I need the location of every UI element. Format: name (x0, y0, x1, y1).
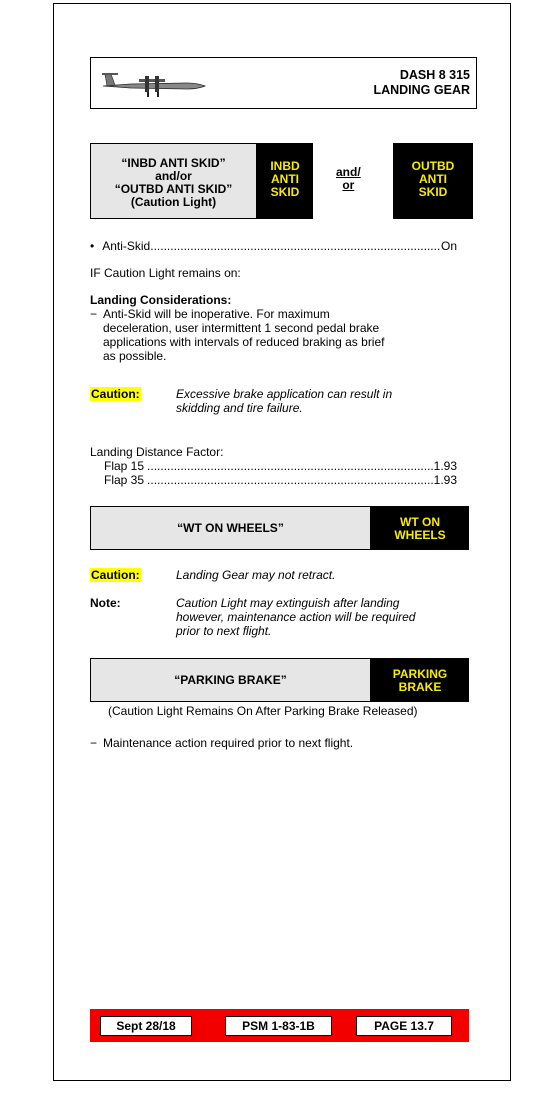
antiskid-action-line (90, 239, 457, 253)
parking-brake-message-box (90, 658, 371, 702)
page-header (90, 57, 477, 109)
text-line: Maintenance action required prior to next flight. (103, 736, 354, 750)
light-text: BRAKE (398, 680, 442, 694)
outbd-anti-skid-light (393, 143, 473, 219)
header-title (373, 68, 470, 98)
page-number: PAGE 13.7 (356, 1016, 452, 1036)
leader-dots (147, 459, 434, 473)
light-text: WT ON (400, 515, 440, 529)
light-text: ANTI (271, 172, 299, 186)
bullet: • (90, 239, 95, 253)
note-label: Note: (90, 596, 121, 610)
landing-distance-factor-heading: Landing Distance Factor: (90, 445, 224, 459)
antiskid-message-box (90, 143, 257, 219)
parking-brake-light (371, 658, 469, 702)
caution-label (90, 387, 141, 401)
text-line: Excessive brake application can result in (176, 387, 393, 401)
message-line: (Caution Light) (130, 195, 217, 209)
light-text: INBD (270, 159, 300, 173)
dash: − (90, 736, 98, 750)
message-line: “OUTBD ANTI SKID” (114, 182, 233, 196)
text-line: Caution Light may extinguish after landing (176, 596, 400, 610)
leader-dots (150, 239, 441, 253)
chapter-title: LANDING GEAR (373, 83, 470, 97)
flap-35-row (104, 473, 457, 487)
wt-on-wheels-light (371, 506, 469, 550)
action-label: Anti-Skid (102, 239, 151, 253)
wow-caution-label (90, 568, 141, 582)
dash: − (90, 307, 98, 321)
light-text: ANTI (419, 172, 447, 186)
manual-page (53, 3, 511, 1081)
note-text (176, 596, 415, 638)
text-line: however, maintenance action will be required (176, 610, 416, 624)
flap-15-row (104, 459, 457, 473)
aircraft-type: DASH 8 315 (399, 68, 470, 82)
flap-value: 1.93 (433, 473, 457, 487)
landing-considerations-heading: Landing Considerations: (90, 293, 232, 307)
leader-dots (147, 473, 434, 487)
light-text: SKID (270, 185, 300, 199)
message-line: “WT ON WHEELS” (177, 521, 284, 535)
action-value: On (440, 239, 457, 253)
document-number: PSM 1-83-1B (225, 1016, 332, 1036)
flap-value: 1.93 (433, 459, 457, 473)
light-text: WHEELS (394, 528, 446, 542)
parking-brake-subtext: (Caution Light Remains On After Parking Brake Released) (108, 704, 418, 718)
wow-caution-text: Landing Gear may not retract. (176, 568, 336, 582)
page-footer (90, 1009, 469, 1042)
connector-line: or (342, 178, 355, 192)
revision-date: Sept 28/18 (100, 1016, 192, 1036)
parking-brake-action (90, 736, 353, 750)
caution-text (176, 387, 392, 415)
message-line: and/or (155, 169, 192, 183)
connector-line: and/ (336, 165, 361, 179)
if-caution-text: IF Caution Light remains on: (90, 266, 241, 280)
message-line: “PARKING BRAKE” (174, 673, 287, 687)
text-line: applications with intervals of reduced braking as brief (103, 335, 385, 349)
and-or-connector (336, 166, 361, 192)
text-line: Anti-Skid will be inoperative. For maximum (103, 307, 330, 321)
caution-highlight: Caution: (91, 387, 140, 401)
text-line: skidding and tire failure. (176, 401, 303, 415)
flap-label: Flap 15 (104, 459, 145, 473)
wow-message-box (90, 506, 371, 550)
light-text: OUTBD (411, 159, 455, 173)
inbd-anti-skid-light (257, 143, 313, 219)
landing-considerations-text (90, 307, 470, 363)
text-line: deceleration, user intermittent 1 second pedal brake (103, 321, 380, 335)
aircraft-icon (101, 68, 211, 100)
message-line: “INBD ANTI SKID” (121, 156, 226, 170)
light-text: SKID (418, 185, 448, 199)
text-line: as possible. (103, 349, 167, 363)
caution-highlight: Caution: (91, 568, 140, 582)
text-line: prior to next flight. (176, 624, 272, 638)
light-text: PARKING (392, 667, 448, 681)
flap-label: Flap 35 (104, 473, 145, 487)
